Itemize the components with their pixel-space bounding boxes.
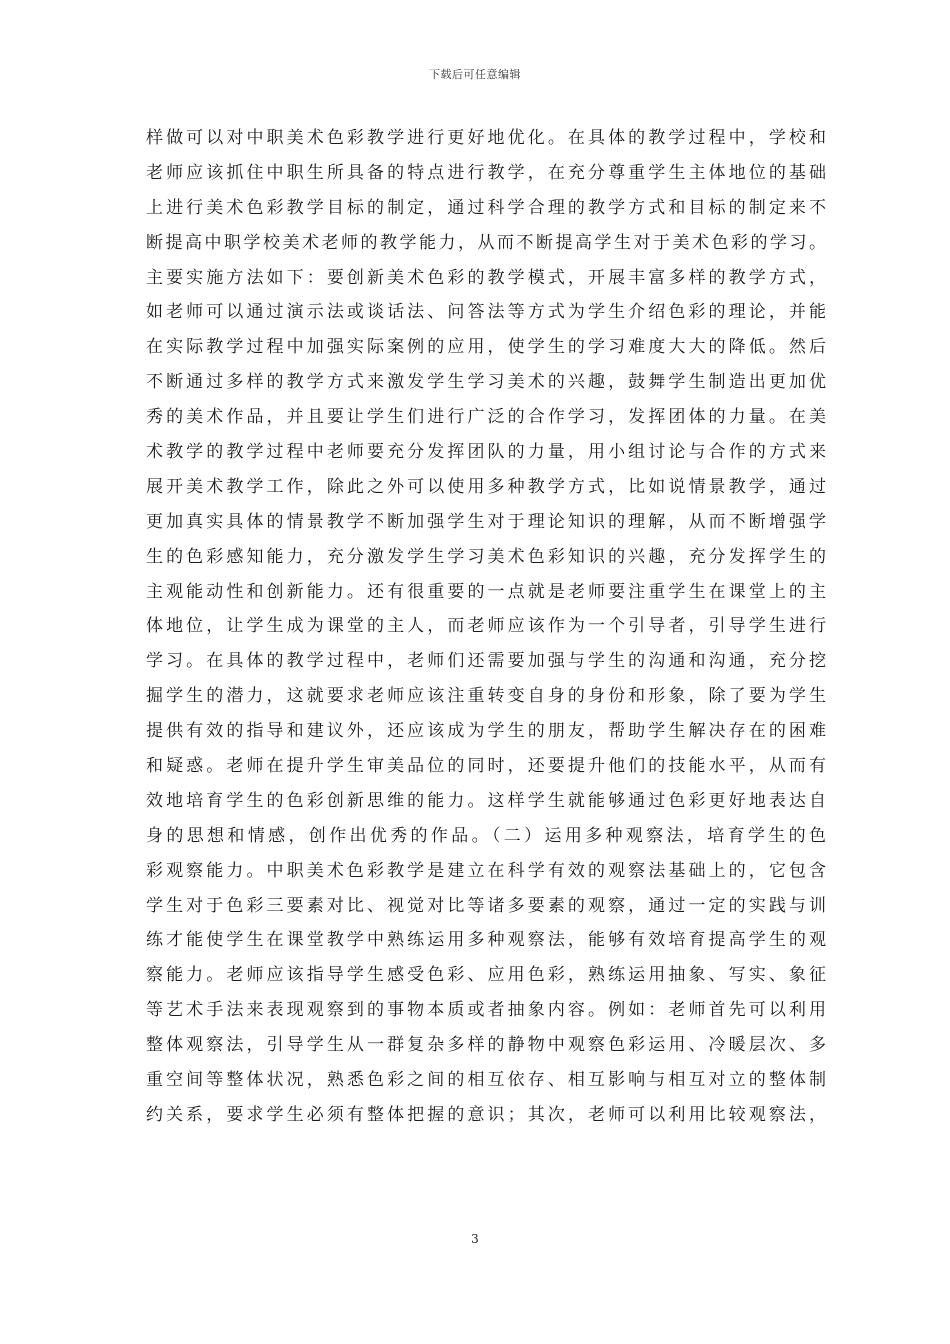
body-line: 学生对于色彩三要素对比、视觉对比等诸多要素的观察，通过一定的实践与训 <box>146 895 826 916</box>
body-line: 上进行美术色彩教学目标的制定，通过科学合理的教学方式和目标的制定来不 <box>146 197 826 218</box>
body-line: 体地位，让学生成为课堂的主人，而老师应该作为一个引导者，引导学生进行 <box>146 616 826 637</box>
body-line: 如老师可以通过演示法或谈话法、问答法等方式为学生介绍色彩的理论，并能 <box>146 302 826 323</box>
body-line: 不断通过多样的教学方式来激发学生学习美术的兴趣，鼓舞学生制造出更加优 <box>146 372 826 393</box>
body-line: 整体观察法，引导学生从一群复杂多样的静物中观察色彩运用、冷暖层次、多 <box>146 1035 826 1056</box>
body-line: 主观能动性和创新能力。还有很重要的一点就是老师要注重学生在课堂上的主 <box>146 581 826 602</box>
body-line: 学习。在具体的教学过程中，老师们还需要加强与学生的沟通和沟通，充分挖 <box>146 651 826 672</box>
body-line: 约关系，要求学生必须有整体把握的意识；其次，老师可以利用比较观察法， <box>146 1104 826 1125</box>
body-line: 练才能使学生在课堂教学中熟练运用多种观察法，能够有效培育提高学生的观 <box>146 930 826 951</box>
page-header: 下载后可任意编辑 <box>429 68 521 81</box>
body-line: 重空间等整体状况，熟悉色彩之间的相互依存、相互影响与相互对立的整体制 <box>146 1070 826 1091</box>
body-line: 断提高中职学校美术老师的教学能力，从而不断提高学生对于美术色彩的学习。 <box>146 232 826 253</box>
body-line: 等艺术手法来表现观察到的事物本质或者抽象内容。例如：老师首先可以利用 <box>146 1000 826 1021</box>
body-line: 样做可以对中职美术色彩教学进行更好地优化。在具体的教学过程中，学校和 <box>146 128 826 148</box>
body-line: 在实际教学过程中加强实际案例的应用，使学生的学习难度大大的降低。然后 <box>146 337 826 358</box>
body-line: 生的色彩感知能力，充分激发学生学习美术色彩知识的兴趣，充分发挥学生的 <box>146 546 826 567</box>
body-line: 术教学的教学过程中老师要充分发挥团队的力量，用小组讨论与合作的方式来 <box>146 442 826 463</box>
body-line: 老师应该抓住中职生所具备的特点进行教学，在充分尊重学生主体地位的基础 <box>146 162 826 183</box>
body-line: 身的思想和情感，创作出优秀的作品。（二）运用多种观察法，培育学生的色 <box>146 825 826 846</box>
body-line: 掘学生的潜力，这就要求老师应该注重转变自身的身份和形象，除了要为学生 <box>146 686 826 707</box>
body-line: 提供有效的指导和建议外，还应该成为学生的朋友，帮助学生解决存在的困难 <box>146 721 826 742</box>
page-number: 3 <box>471 1232 479 1246</box>
body-line: 展开美术教学工作，除此之外可以使用多种教学方式，比如说情景教学，通过 <box>146 476 826 497</box>
body-line: 秀的美术作品，并且要让学生们进行广泛的合作学习，发挥团体的力量。在美 <box>146 407 826 428</box>
body-line: 效地培育学生的色彩创新思维的能力。这样学生就能够通过色彩更好地表达自 <box>146 790 826 811</box>
body-line: 主要实施方法如下：要创新美术色彩的教学模式，开展丰富多样的教学方式， <box>146 267 826 288</box>
body-line: 和疑惑。老师在提升学生审美品位的同时，还要提升他们的技能水平，从而有 <box>146 756 826 777</box>
body-line: 彩观察能力。中职美术色彩教学是建立在科学有效的观察法基础上的，它包含 <box>146 860 826 881</box>
body-line: 更加真实具体的情景教学不断加强学生对于理论知识的理解，从而不断增强学 <box>146 511 826 532</box>
body-text <box>146 121 826 1133</box>
body-line: 察能力。老师应该指导学生感受色彩、应用色彩，熟练运用抽象、写实、象征 <box>146 965 826 986</box>
